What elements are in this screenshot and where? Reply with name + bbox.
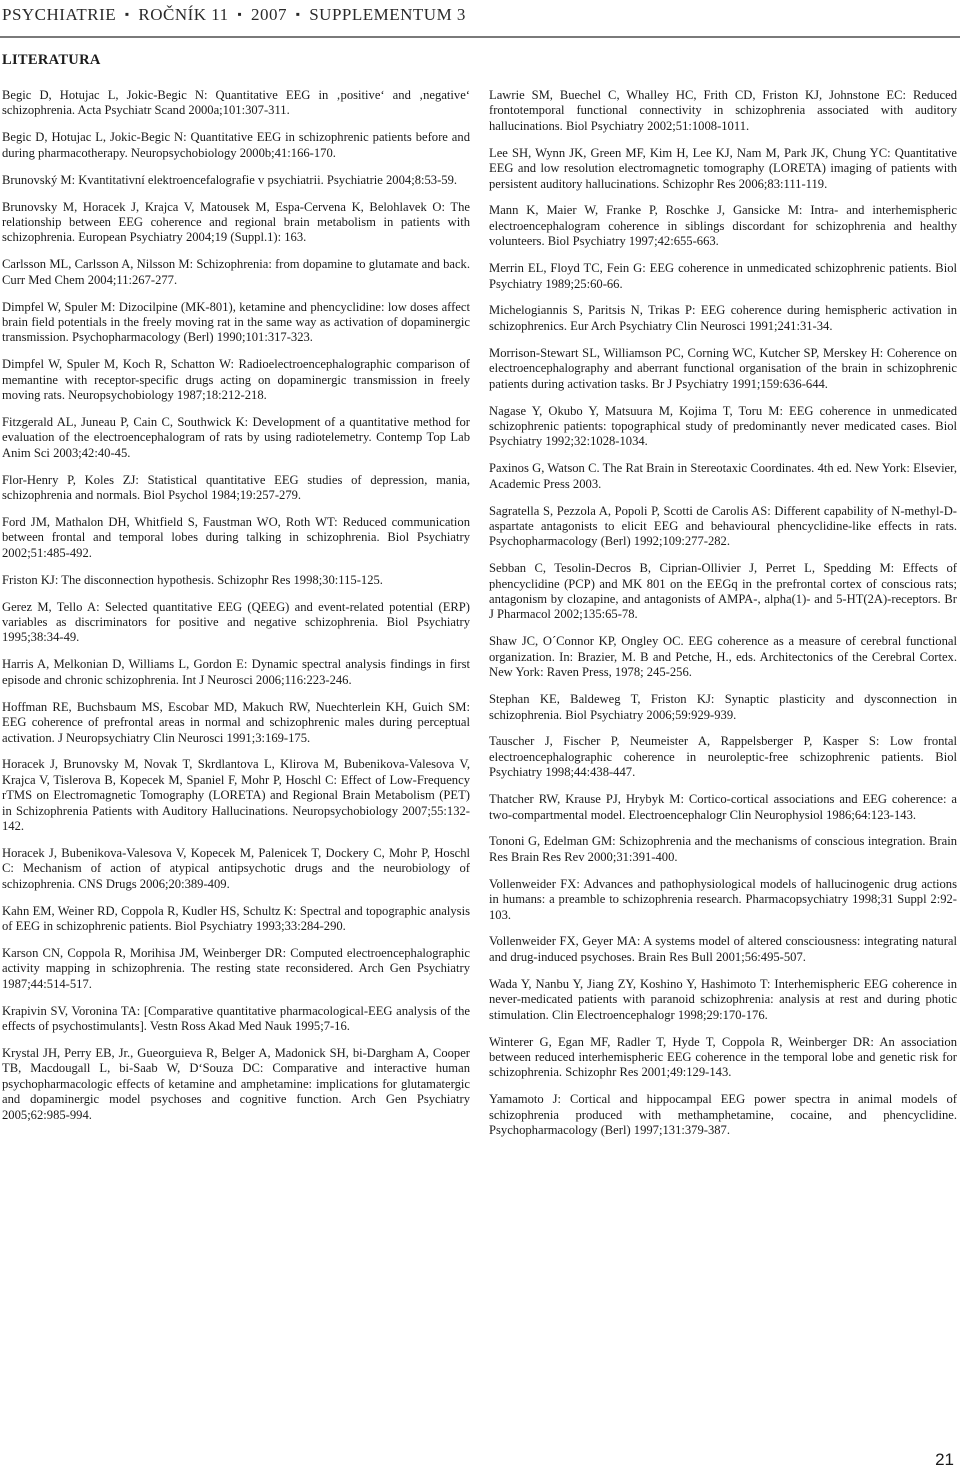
reference-entry: Ford JM, Mathalon DH, Whitfield S, Faustman WO, Roth WT: Reduced communication between frontal and temporal lobes during talking in schizophrenia. Biol Psychiatry 2002;51:485-492. (2, 515, 470, 560)
reference-entry: Gerez M, Tello A: Selected quantitative EEG (QEEG) and event-related potential (ERP) variables as discriminators for positive and negative schizophrenia. Biol Psychiatry 1995;38:34-49. (2, 599, 470, 645)
reference-entry: Krystal JH, Perry EB, Jr., Gueorguieva R, Belger A, Madonick SH, bi-Dargham A, Cooper TB, Macdougall L, bi-Saab W, D‘Souza DC: Comparative and interactive human psychopharmacologic effects of ketamine and amphetamine: implications for glutamatergic and dopaminergic model psychoses and cognitive function. Arch Gen Psychiatry 2005;62:985-994. (2, 1046, 470, 1122)
reference-entry: Lee SH, Wynn JK, Green MF, Kim H, Lee KJ, Nam M, Park JK, Chung YC: Quantitative EEG and low resolution electromagnetic tomography (LORETA) imaging of patients with persistent auditory hallucinations. Schizophr Res 2006;83:111-119. (489, 145, 957, 191)
reference-entry: Vollenweider FX, Geyer MA: A systems model of altered consciousness: integrating natural and drug-induced psychoses. Brain Res Bull 2001;56:495-507. (489, 934, 957, 964)
reference-entry: Hoffman RE, Buchsbaum MS, Escobar MD, Makuch RW, Nuechterlein KH, Guich SM: EEG coherence of prefrontal areas in normal and schizophrenic males during perceptual activation. J Neuropsychiatry Clin Neurosci 1991;3:169-175. (2, 699, 470, 745)
reference-entry: Tononi G, Edelman GM: Schizophrenia and the mechanisms of conscious integration. Brain Res Brain Res Rev 2000;31:391-400. (489, 834, 957, 864)
volume: ROČNÍK 11 (138, 5, 229, 24)
reference-entry: Begic D, Hotujac L, Jokic-Begic N: Quantitative EEG in ‚positive‘ and ‚negative‘ schizophrenia. Acta Psychiatr Scand 2000a;101:307-311. (2, 88, 470, 118)
reference-entry: Stephan KE, Baldeweg T, Friston KJ: Synaptic plasticity and dysconnection in schizophrenia. Biol Psychiatry 2006;59:929-939. (489, 692, 957, 722)
separator-icon: ▪ (295, 7, 301, 21)
page-number: 21 (935, 1450, 954, 1469)
reference-entry: Vollenweider FX: Advances and pathophysiological models of hallucinogenic drug actions in humans: a preamble to schizophrenia research. Pharmacopsychiatry 1998;31 Suppl 2:92-103. (489, 876, 957, 922)
reference-column-left (2, 88, 470, 1135)
reference-entry: Tauscher J, Fischer P, Neumeister A, Rappelsberger P, Kasper S: Low frontal electroencephalographic coherence in neuroleptic-free schizophrenic patients. Biol Psychiatry 1998;44:438-447. (489, 734, 957, 780)
reference-entry: Begic D, Hotujac L, Jokic-Begic N: Quantitative EEG in schizophrenic patients before and during pharmacotherapy. Neuropsychobiology 2000b;41:166-170. (2, 130, 470, 160)
reference-entry: Dimpfel W, Spuler M: Dizocilpine (MK-801), ketamine and phencyclidine: low doses affect brain field potentials in the freely moving rat in the same way as activation of dopaminergic transmission. Psychopharmacology (Berl) 1990;101:317-323. (2, 299, 470, 345)
separator-icon: ▪ (237, 7, 243, 21)
reference-entry: Paxinos G, Watson C. The Rat Brain in Stereotaxic Coordinates. 4th ed. New York: Elsevier, Academic Press 2003. (489, 461, 957, 491)
reference-entry: Flor-Henry P, Koles ZJ: Statistical quantitative EEG studies of depression, mania, schizophrenia and normals. Biol Psychol 1984;19:257-279. (2, 472, 470, 503)
reference-entry: Mann K, Maier W, Franke P, Roschke J, Gansicke M: Intra- and interhemispheric electroencephalogram coherence in siblings discordant for schizophrenia and healthy volunteers. Biol Psychiatry 1997;42:655-663. (489, 203, 957, 249)
reference-entry: Dimpfel W, Spuler M, Koch R, Schatton W: Radioelectroencephalographic comparison of memantine with receptor-specific drugs acting on dopaminergic transmission in freely moving rats. Neuropsychobiology 1987;18:212-218. (2, 357, 470, 403)
reference-entry: Sagratella S, Pezzola A, Popoli P, Scotti de Carolis AS: Different capability of N-methyl-D-aspartate antagonists to elicit EEG and behavioural phencyclidine-like effects in rats. Psychopharmacology (Berl) 1992;109:277-282. (489, 503, 957, 549)
reference-entry: Michelogiannis S, Paritsis N, Trikas P: EEG coherence during hemispheric activation in schizophrenics. Eur Arch Psychiatry Clin Neurosci 1991;241:31-34. (489, 303, 957, 333)
year: 2007 (250, 5, 287, 24)
running-header (2, 4, 958, 27)
reference-entry: Shaw JC, O´Connor KP, Ongley OC. EEG coherence as a measure of cerebral functional organization. In: Brazier, M. B and Petche, H., eds. Architectonics of the Cerebral Cortex. New York: Raven Press, 1978; 245-256. (489, 634, 957, 680)
reference-entry: Harris A, Melkonian D, Williams L, Gordon E: Dynamic spectral analysis findings in first episode and chronic schizophrenia. Int J Neurosci 2006;116:223-246. (2, 657, 470, 687)
reference-entry: Nagase Y, Okubo Y, Matsuura M, Kojima T, Toru M: EEG coherence in unmedicated schizophrenic patients: topographical study of predominantly never medicated cases. Biol Psychiatry 1992;32:1028-1034. (489, 403, 957, 449)
reference-entry: Friston KJ: The disconnection hypothesis. Schizophr Res 1998;30:115-125. (2, 572, 383, 587)
supplement: SUPPLEMENTUM 3 (309, 5, 466, 24)
reference-entry: Fitzgerald AL, Juneau P, Cain C, Southwick K: Development of a quantitative method for evaluation of the electroencephalogram of rats by using radiotelemetry. Contemp Top Lab Anim Sci 2003;42:40-45. (2, 415, 470, 460)
separator-icon: ▪ (124, 7, 130, 21)
reference-entry: Brunovský M: Kvantitativní elektroencefalografie v psychiatrii. Psychiatrie 2004;8:53-59. (2, 172, 458, 187)
reference-entry: Horacek J, Bubenikova-Valesova V, Kopecek M, Palenicek T, Dockery C, Mohr P, Hoschl C: Mechanism of action of atypical antipsychotic drugs and the neurobiology of schizophrenia. CNS Drugs 2006;20:389-409. (2, 845, 470, 891)
reference-entry: Krapivin SV, Voronina TA: [Comparative quantitative pharmacological-EEG analysis of the effects of psychostimulants]. Vestn Ross Akad Med Nauk 1995;7-16. (2, 1003, 470, 1034)
reference-entry: Karson CN, Coppola R, Morihisa JM, Weinberger DR: Computed electroencephalographic activity mapping in schizophrenia. The resting state reconsidered. Arch Gen Psychiatry 1987;44:514-517. (2, 945, 470, 991)
reference-entry: Merrin EL, Floyd TC, Fein G: EEG coherence in unmedicated schizophrenic patients. Biol Psychiatry 1989;25:60-66. (489, 261, 957, 291)
reference-column-right (489, 88, 957, 1150)
section-title: LITERATURA (2, 52, 101, 68)
reference-entry: Morrison-Stewart SL, Williamson PC, Corning WC, Kutcher SP, Merskey H: Coherence on electroencephalography and aberrant functional organisation of the brain in schizophrenic patients during activation tasks. Br J Psychiatry 1991;159:636-644. (489, 345, 957, 391)
reference-entry: Thatcher RW, Krause PJ, Hrybyk M: Cortico-cortical associations and EEG coherence: a two-compartmental model. Electroencephalogr Clin Neurophysiol 1986;64:123-143. (489, 792, 957, 822)
reference-entry: Sebban C, Tesolin-Decros B, Ciprian-Ollivier J, Perret L, Spedding M: Effects of phencyclidine (PCP) and MK 801 on the EEGq in the prefrontal cortex of conscious rats; antagonism by clozapine, and antagonists of AMPA-, alpha(1)- and 5-HT(2A)-receptors. Br J Pharmacol 2002;135:65-78. (489, 561, 957, 622)
reference-entry: Yamamoto J: Cortical and hippocampal EEG power spectra in animal models of schizophrenia produced with methamphetamine, cocaine, and phencyclidine. Psychopharmacology (Berl) 1997;131:379-387. (489, 1092, 957, 1138)
reference-entry: Lawrie SM, Buechel C, Whalley HC, Frith CD, Friston KJ, Johnstone EC: Reduced frontotemporal functional connectivity in schizophrenia associated with auditory hallucinations. Biol Psychiatry 2002;51:1008-1011. (489, 88, 957, 133)
journal-name: PSYCHIATRIE (2, 5, 117, 24)
reference-entry: Carlsson ML, Carlsson A, Nilsson M: Schizophrenia: from dopamine to glutamate and back. Curr Med Chem 2004;11:267-277. (2, 257, 470, 287)
reference-entry: Brunovsky M, Horacek J, Krajca V, Matousek M, Espa-Cervena K, Belohlavek O: The relationship between EEG coherence and regional brain metabolism in patients with schizophrenia. European Psychiatry 2004;19 (Suppl.1): 163. (2, 199, 470, 245)
reference-entry: Kahn EM, Weiner RD, Coppola R, Kudler HS, Schultz K: Spectral and topographic analysis of EEG in schizophrenic patients. Biol Psychiatry 1993;33:284-290. (2, 903, 470, 934)
reference-entry: Winterer G, Egan MF, Radler T, Hyde T, Coppola R, Weinberger DR: An association between reduced interhemispheric EEG coherence in the temporal lobe and genetic risk for schizophrenia. Schizophr Res 2001;49:129-143. (489, 1034, 957, 1080)
header-rule (0, 36, 960, 38)
reference-entry: Horacek J, Brunovsky M, Novak T, Skrdlantova L, Klirova M, Bubenikova-Valesova V, Krajca V, Tislerova B, Kopecek M, Spaniel F, Mohr P, Hoschl C: Effect of Low-Frequency rTMS on Electromagnetic Tomography (LORETA) and Regional Brain Metabolism (PET) in Schizophrenia Patients with Auditory Hallucinations. Neuropsychobiology 2007;55:132-142. (2, 757, 470, 834)
reference-entry: Wada Y, Nanbu Y, Jiang ZY, Koshino Y, Hashimoto T: Interhemispheric EEG coherence in never-medicated patients with paranoid schizophrenia: analysis at rest and during photic stimulation. Clin Electroencephalogr 1998;29:170-176. (489, 976, 957, 1022)
